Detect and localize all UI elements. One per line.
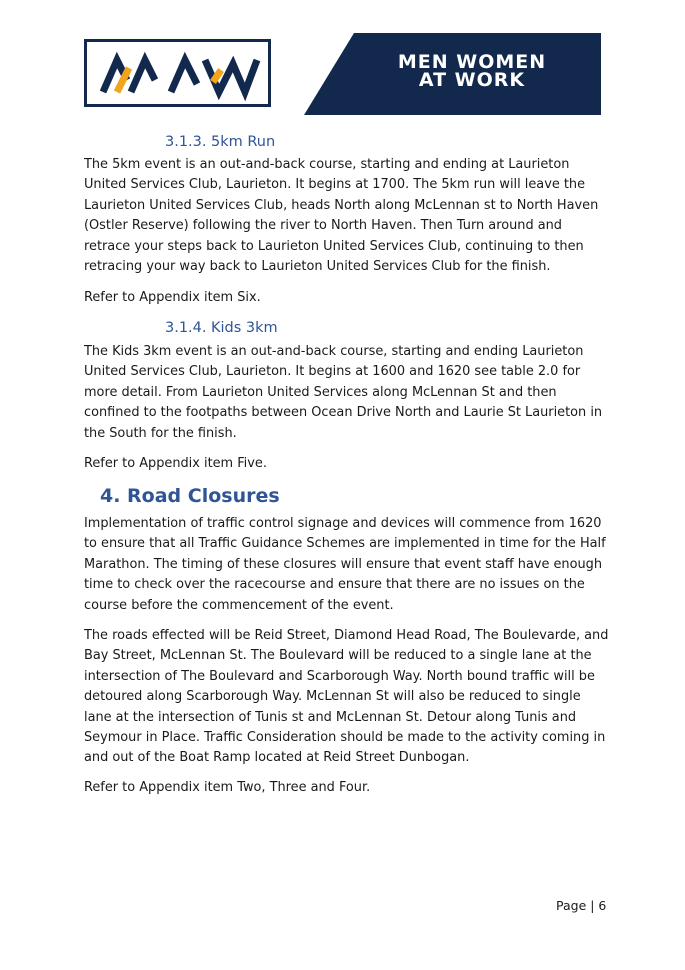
mw-logo-mark <box>87 42 268 104</box>
section-title: Kids 3km <box>211 320 278 336</box>
banner-title <box>352 53 592 89</box>
subheading-5km-run <box>165 134 275 150</box>
refer-road-closures: Refer to Appendix item Two, Three and Four. <box>84 780 371 795</box>
section-number: 3.1.4. <box>165 320 207 336</box>
paragraph-road-closures-1: Implementation of traffic control signage and devices will commence from 1620 to ensure that all Traffic Guidance Schemes are implemented in time for the Half Marathon. The timing of these closures will ensure that event staff have enough time to check over the racecourse and ensure that there are no issues on the course before the commencement of the event. <box>84 516 606 613</box>
paragraph-kids-3km: The Kids 3km event is an out-and-back course, starting and ending Laurieton United Services Club, Laurieton. It begins at 1600 and 1620 see table 2.0 for more detail. From Laurieton United Services along McLennan St and then confined to the footpaths between Ocean Drive North and Laurie St Laurieton in the South for the finish. <box>84 344 603 441</box>
refer-5km-run: Refer to Appendix item Six. <box>84 290 261 305</box>
refer-kids-3km: Refer to Appendix item Five. <box>84 456 267 471</box>
section-title: 5km Run <box>211 134 276 150</box>
subheading-kids-3km <box>165 320 278 336</box>
paragraph-road-closures-2: The roads effected will be Reid Street, Diamond Head Road, The Boulevarde, and Bay Street, McLennan St. The Boulevard will be reduced to a single lane at the intersection of The Boulevard and Scarborough Way. North bound traffic will be detoured along Scarborough Way. McLennan St will also be reduced to single lane at the intersection of Tunis st and McLennan St. Detour along Tunis and Seymour in Place. Traffic Consideration should be made to the activity coming in and out of the Boat Ramp located at Reid Street Dunbogan. <box>84 628 609 766</box>
section-number: 3.1.3. <box>165 134 207 150</box>
page-number: Page | 6 <box>556 898 607 913</box>
heading-road-closures: 4. Road Closures <box>100 485 280 507</box>
paragraph-5km-run: The 5km event is an out-and-back course, starting and ending at Laurieton United Services Club, Laurieton. It begins at 1700. The 5km run will leave the Laurieton United Services Club, heads North along McLennan st to North Haven (Ostler Reserve) following the river to North Haven. Then Turn around and retrace your steps back to Laurieton United Services Club, continuing to then retracing your way back to Laurieton United Services Club for the finish. <box>84 157 599 275</box>
brand-banner <box>304 33 601 115</box>
company-logo <box>84 39 271 107</box>
banner-line-2: AT WORK <box>418 69 526 91</box>
banner-line-1: MEN WOMEN <box>397 51 547 73</box>
